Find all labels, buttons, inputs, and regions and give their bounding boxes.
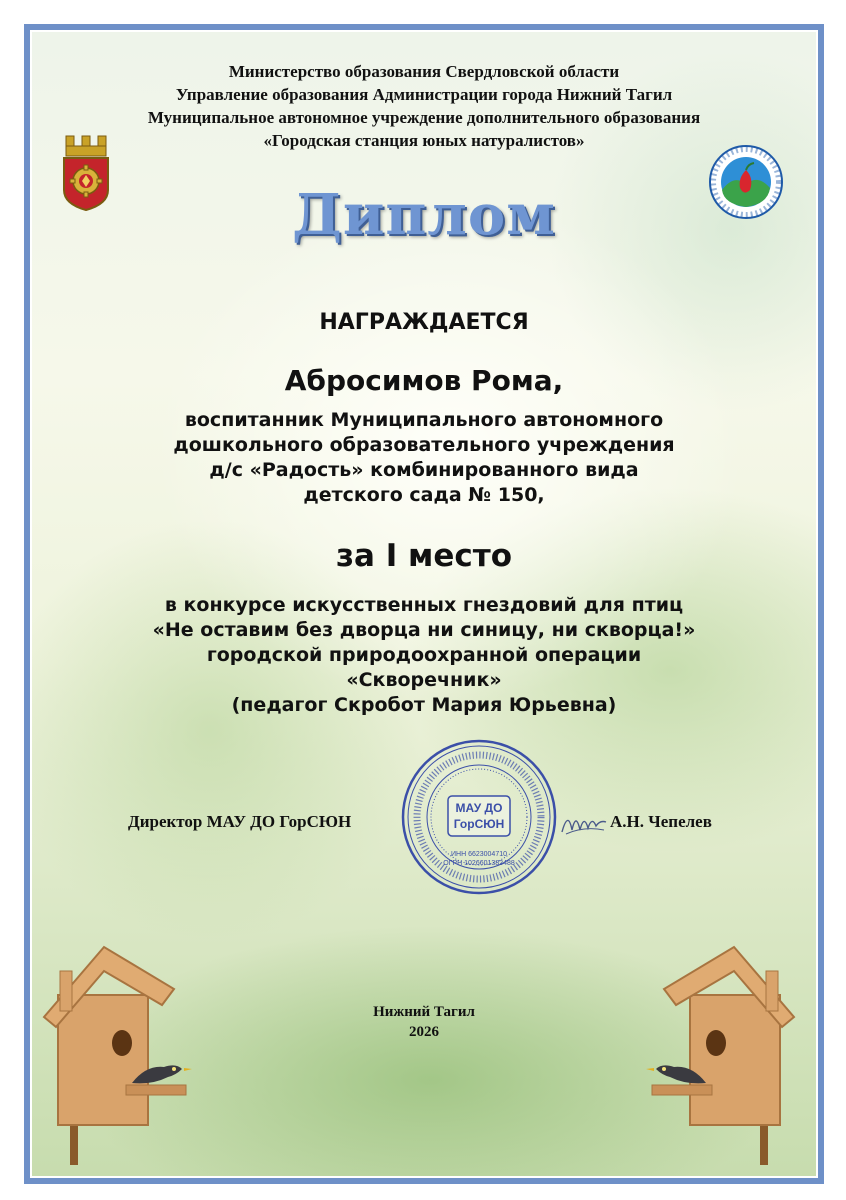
description-line: д/с «Радость» комбинированного вида [209, 459, 639, 481]
header-line-ministry: Министерство образования Свердловской области [228, 62, 620, 81]
recipient-name: Абросимов Рома, [284, 364, 564, 397]
director-name: А.Н. Чепелев [610, 812, 712, 831]
diploma-title: Диплом [292, 182, 556, 248]
header-line-station: «Городская станция юных натуралистов» [263, 131, 585, 150]
issue-year: 2026 [409, 1024, 439, 1040]
contest-line: «Скворечник» [346, 669, 502, 691]
contest-description [30, 593, 818, 718]
contest-line: «Не оставим без дворца ни синицу, ни скворца!» [152, 619, 696, 641]
stamp-center-line-2: ГорСЮН [453, 817, 505, 831]
stamp-inn: ИНН 6623004710 [450, 851, 508, 858]
stamp-center-line-1: МАУ ДО [455, 801, 503, 815]
contest-line: (педагог Скробот Мария Юрьевна) [231, 694, 617, 716]
description-line: дошкольного образовательного учреждения [173, 434, 675, 456]
issue-city: Нижний Тагил [373, 1004, 475, 1020]
header-line-institution: Муниципальное автономное учреждение дополнительного образования [147, 108, 701, 127]
stamp-ogrn: ОГРН 1026601382488 [443, 860, 515, 867]
diploma-frame [24, 24, 824, 1184]
contest-line: городской природоохранной операции [206, 644, 642, 666]
director-signature [558, 804, 610, 849]
official-stamp [400, 738, 558, 901]
description-line: детского сада № 150, [303, 484, 545, 506]
contest-line: в конкурсе искусственных гнездовий для птиц [164, 594, 684, 616]
birdhouse-with-starling-right-icon [644, 935, 804, 1170]
birdhouse-with-starling-left-icon [34, 935, 194, 1170]
awarded-label: НАГРАЖДАЕТСЯ [319, 310, 529, 335]
award-place: за I место [335, 538, 513, 574]
header-line-department: Управление образования Администрации города Нижний Тагил [175, 85, 673, 104]
description-line: воспитанник Муниципального автономного [184, 409, 664, 431]
recipient-description [30, 408, 818, 508]
issuer-header [30, 60, 818, 152]
director-position: Директор МАУ ДО ГорСЮН [128, 812, 352, 831]
